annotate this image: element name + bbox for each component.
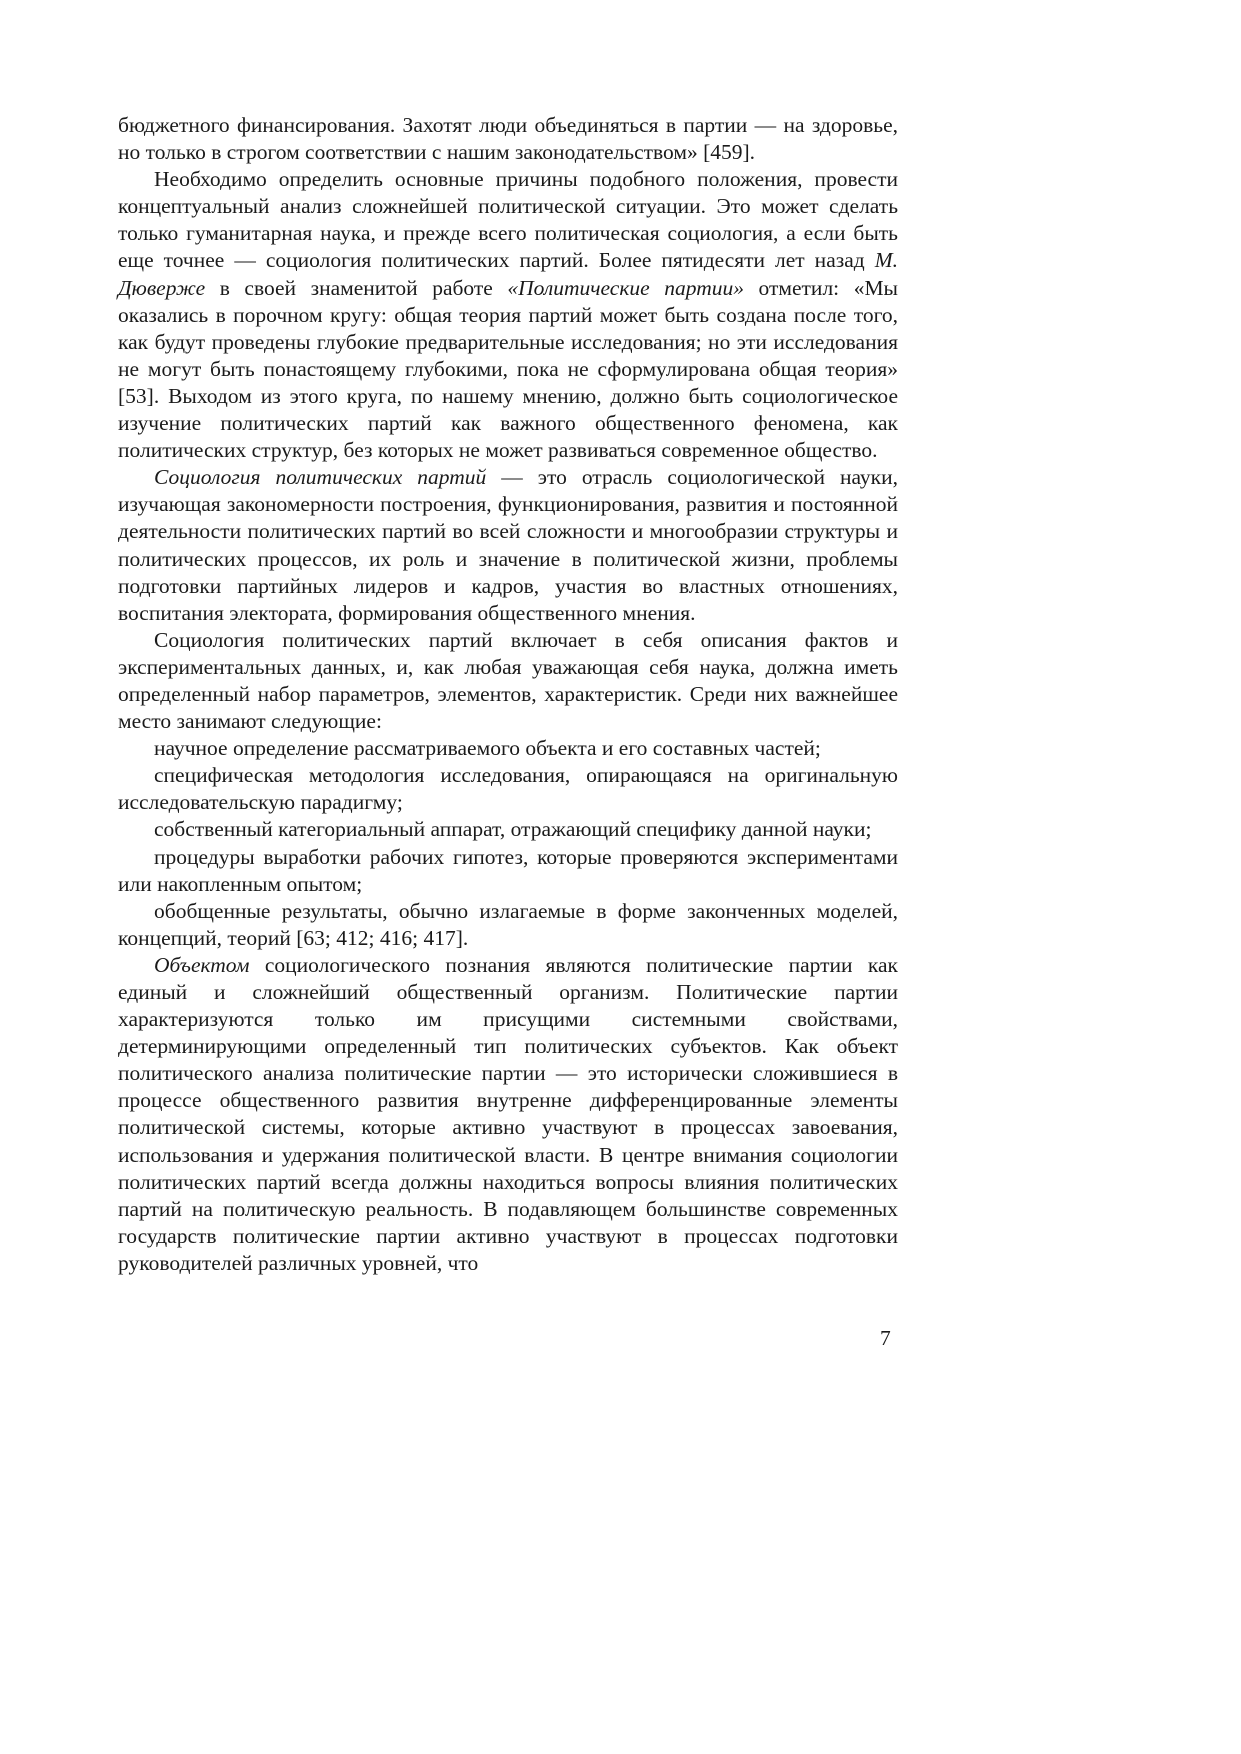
defined-term: Объектом bbox=[154, 952, 250, 977]
text-run: собственный категориальный аппарат, отражающий специфику данной науки; bbox=[154, 817, 872, 842]
list-item bbox=[118, 735, 898, 762]
author-name: М. Дюверже bbox=[118, 248, 898, 300]
paragraph-definition bbox=[118, 464, 898, 627]
text-run: научное определение рассматриваемого объекта и его составных частей; bbox=[154, 736, 821, 761]
text-run: бюджетного финансирования. Захотят люди объединяться в партии — на здоровье, но только в строгом соответствии с нашим законодательством» [459]. bbox=[118, 113, 898, 165]
paragraph-problem-statement bbox=[118, 166, 898, 464]
text-run: социологического познания являются политические партии как единый и сложнейший общественный организм. Политические партии характеризуются только им присущими системными свойствами, детерминирующими определенный тип политических субъектов. Как объект политического анализа политические партии — это исторически сложившиеся в процессе общественного развития внутренне дифференцированные элементы политической системы, которые активно участвуют в процессах завоевания, использования и удержания политической власти. В центре внимания социологии политических партий всегда должны находиться вопросы влияния политических партий на политическую реальность. В подавляющем большинстве современных государств политические партии активно участвуют в процессах подготовки руководителей различных уровней, что bbox=[118, 952, 898, 1275]
text-run: Социология политических партий включает в себя описания фактов и экспериментальных данных, и, как любая уважающая себя наука, должна иметь определенный набор параметров, элементов, характеристик. Среди них важнейшее место занимают следующие: bbox=[118, 627, 898, 734]
paragraph-continuation bbox=[118, 112, 898, 166]
list-item bbox=[118, 898, 898, 952]
defined-term: Социология политических партий bbox=[154, 465, 487, 490]
text-run: — это отрасль социологической науки, изучающая закономерности построения, функционирования, развития и постоянной деятельности политических партий во всей сложности и многообразии структуры и политических процессов, их роль и значение в политической жизни, проблемы подготовки партийных лидеров и кадров, участия во властных отношениях, воспитания электората, формирования общественного мнения. bbox=[118, 465, 898, 625]
work-title: «Политические партии» bbox=[507, 275, 744, 300]
page-number: 7 bbox=[880, 1326, 891, 1350]
text-run: обобщенные результаты, обычно излагаемые в форме законченных моделей, концепций, теорий [63; 412; 416; 417]. bbox=[118, 898, 898, 950]
body-text bbox=[118, 112, 898, 1277]
text-run: Необходимо определить основные причины подобного положения, провести концептуальный анализ сложнейшей политической ситуации. Это может сделать только гуманитарная наука, и прежде всего политическая социология, а если быть еще точнее — социология политических партий. Более пятидесяти лет назад bbox=[118, 167, 898, 273]
text-run: специфическая методология исследования, опирающаяся на оригинальную исследовательскую парадигму; bbox=[118, 763, 898, 815]
list-item bbox=[118, 816, 898, 843]
paragraph-parameters bbox=[118, 627, 898, 735]
text-run: отметил: «Мы оказались в порочном кругу: общая теория партий может быть создана после того, как будут проведены глубокие предварительные исследования; но эти исследования не могут быть понастоящему глубокими, пока не сформулирована общая теория» [53]. Выходом из этого круга, по нашему мнению, должно быть социологическое изучение политических партий как важного общественного феномена, как политических структур, без которых не может развиваться современное общество. bbox=[118, 275, 899, 463]
list-item bbox=[118, 844, 898, 898]
text-run: процедуры выработки рабочих гипотез, которые проверяются экспериментами или накопленным опытом; bbox=[118, 844, 898, 896]
list-item bbox=[118, 762, 898, 816]
text-run: в своей знаменитой работе bbox=[205, 275, 508, 300]
paragraph-object bbox=[118, 952, 898, 1277]
